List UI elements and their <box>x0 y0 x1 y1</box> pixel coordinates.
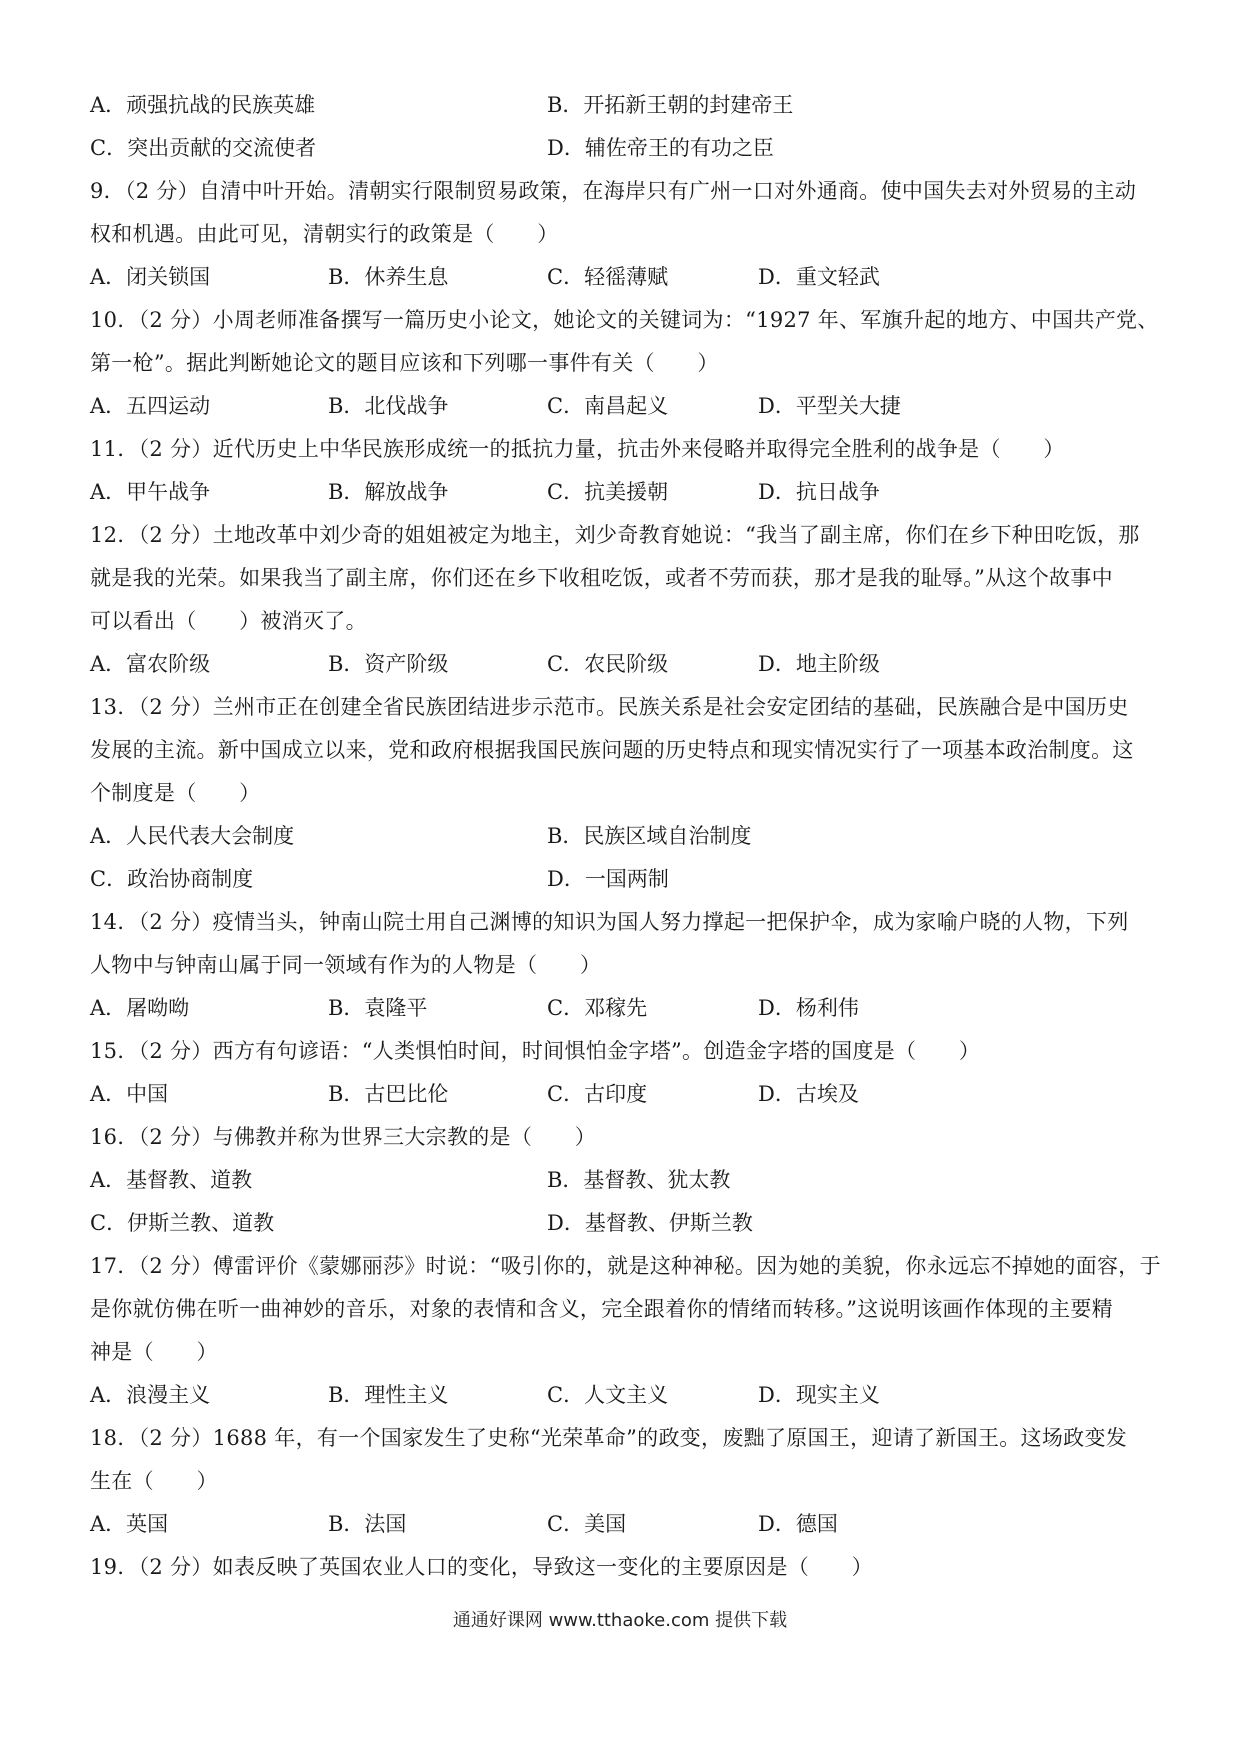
q16-text-line-1: 16．（2 分）与佛教并称为世界三大宗教的是（ ） <box>90 1125 597 1149</box>
q16-options-row-1 <box>90 1159 1160 1202</box>
q14-text-line-2: 人物中与钟南山属于同一领域有作为的人物是（ ） <box>90 953 602 977</box>
q9-option-b: B．休养生息 <box>328 265 449 289</box>
question-list <box>90 84 1160 1589</box>
page-footer: 通通好课网 www.tthaoke.com 提供下载 <box>452 1610 788 1631</box>
q8-options-row-2 <box>90 127 1160 170</box>
q18-text-line-1: 18．（2 分）1688 年，有一个国家发生了史称“光荣革命”的政变，废黜了原国王，迎请了新国王。这场政变发 <box>90 1426 1128 1450</box>
q12-option-b: B．资产阶级 <box>328 652 449 676</box>
q11-text-line-1: 11．（2 分）近代历史上中华民族形成统一的抵抗力量，抗击外来侵略并取得完全胜利的战争是（ ） <box>90 437 1065 461</box>
q12-options <box>90 643 1160 686</box>
q10-option-b: B．北伐战争 <box>328 394 449 418</box>
q18-option-a: A．英国 <box>90 1512 169 1536</box>
q17-option-c: C．人文主义 <box>547 1383 669 1407</box>
q15-option-c: C．古印度 <box>547 1082 648 1106</box>
q14-option-c: C．邓稼先 <box>547 996 648 1020</box>
q13-options-row-2 <box>90 858 1160 901</box>
q12-text-line-3: 可以看出（ ）被消灭了。 <box>90 609 367 633</box>
q16-options-row-2 <box>90 1202 1160 1245</box>
q14-option-d: D．杨利伟 <box>758 996 859 1020</box>
q12-option-d: D．地主阶级 <box>758 652 880 676</box>
q14-option-a: A．屠呦呦 <box>90 996 190 1020</box>
q13-text-line-2: 发展的主流。新中国成立以来，党和政府根据我国民族问题的历史特点和现实情况实行了一项基本政治制度。这 <box>90 738 1134 762</box>
q13-option-d: D．一国两制 <box>547 867 669 891</box>
q11-option-a: A．甲午战争 <box>90 480 211 504</box>
q15-option-b: B．古巴比伦 <box>328 1082 449 1106</box>
q13-option-a: A．人民代表大会制度 <box>90 824 295 848</box>
q9-option-a: A．闭关锁国 <box>90 265 211 289</box>
q17-option-d: D．现实主义 <box>758 1383 880 1407</box>
q18-option-d: D．德国 <box>758 1512 838 1536</box>
q15-option-a: A．中国 <box>90 1082 169 1106</box>
q10-option-c: C．南昌起义 <box>547 394 669 418</box>
q9-option-d: D．重文轻武 <box>758 265 880 289</box>
q14-option-b: B．袁隆平 <box>328 996 428 1020</box>
q8-option-c: C．突出贡献的交流使者 <box>90 136 317 160</box>
q9-option-c: C．轻徭薄赋 <box>547 265 669 289</box>
q10-options <box>90 385 1160 428</box>
q16-option-d: D．基督教、伊斯兰教 <box>547 1211 753 1235</box>
q11-option-d: D．抗日战争 <box>758 480 880 504</box>
q10-text-line-1: 10．（2 分）小周老师准备撰写一篇历史小论文，她论文的关键词为：“1927 年、军旗升起的地方、中国共产党、 <box>90 308 1159 332</box>
q16-option-b: B．基督教、犹太教 <box>547 1168 731 1192</box>
q18-text-line-2: 生在（ ） <box>90 1469 218 1493</box>
q15-option-d: D．古埃及 <box>758 1082 859 1106</box>
q14-options <box>90 987 1160 1030</box>
q19-text-line-1: 19．（2 分）如表反映了英国农业人口的变化，导致这一变化的主要原因是（ ） <box>90 1555 873 1579</box>
q9-options <box>90 256 1160 299</box>
q13-options-row-1 <box>90 815 1160 858</box>
q10-option-a: A．五四运动 <box>90 394 211 418</box>
q18-option-b: B．法国 <box>328 1512 407 1536</box>
q12-text-line-1: 12．（2 分）土地改革中刘少奇的姐姐被定为地主，刘少奇教育她说：“我当了副主席，你们在乡下种田吃饭，那 <box>90 523 1140 547</box>
q18-option-c: C．美国 <box>547 1512 627 1536</box>
q17-text-line-3: 神是（ ） <box>90 1340 218 1364</box>
q10-option-d: D．平型关大捷 <box>758 394 901 418</box>
q13-option-b: B．民族区域自治制度 <box>547 824 752 848</box>
q17-options <box>90 1374 1160 1417</box>
q13-text-line-1: 13．（2 分）兰州市正在创建全省民族团结进步示范市。民族关系是社会安定团结的基础，民族融合是中国历史 <box>90 695 1129 719</box>
q17-option-a: A．浪漫主义 <box>90 1383 211 1407</box>
q13-option-c: C．政治协商制度 <box>90 867 254 891</box>
q16-option-a: A．基督教、道教 <box>90 1168 253 1192</box>
q9-text-line-2: 权和机遇。由此可见，清朝实行的政策是（ ） <box>90 222 559 246</box>
q14-text-line-1: 14．（2 分）疫情当头，钟南山院士用自己渊博的知识为国人努力撑起一把保护伞，成为家喻户晓的人物，下列 <box>90 910 1129 934</box>
q17-option-b: B．理性主义 <box>328 1383 449 1407</box>
q17-text-line-2: 是你就仿佛在听一曲神妙的音乐，对象的表情和含义，完全跟着你的情绪而转移。”这说明该画作体现的主要精 <box>90 1297 1113 1321</box>
q12-option-a: A．富农阶级 <box>90 652 211 676</box>
q9-text-line-1: 9．（2 分）自清中叶开始。清朝实行限制贸易政策，在海岸只有广州一口对外通商。使中国失去对外贸易的主动 <box>90 179 1137 203</box>
q12-text-line-2: 就是我的光荣。如果我当了副主席，你们还在乡下收租吃饭，或者不劳而获，那才是我的耻辱。”从这个故事中 <box>90 566 1113 590</box>
q8-option-a: A．顽强抗战的民族英雄 <box>90 93 316 117</box>
q8-option-b: B．开拓新王朝的封建帝王 <box>547 93 794 117</box>
q11-option-b: B．解放战争 <box>328 480 449 504</box>
q12-option-c: C．农民阶级 <box>547 652 669 676</box>
q11-option-c: C．抗美援朝 <box>547 480 669 504</box>
q18-options <box>90 1503 1160 1546</box>
q16-option-c: C．伊斯兰教、道教 <box>90 1211 275 1235</box>
q15-options <box>90 1073 1160 1116</box>
q11-options <box>90 471 1160 514</box>
q10-text-line-2: 第一枪”。据此判断她论文的题目应该和下列哪一事件有关（ ） <box>90 351 719 375</box>
q13-text-line-3: 个制度是（ ） <box>90 781 261 805</box>
q15-text-line-1: 15．（2 分）西方有句谚语：“人类惧怕时间，时间惧怕金字塔”。创造金字塔的国度是（ ） <box>90 1039 981 1063</box>
q8-option-d: D．辅佐帝王的有功之臣 <box>547 136 774 160</box>
q8-options-row-1 <box>90 84 1160 127</box>
q17-text-line-1: 17．（2 分）傅雷评价《蒙娜丽莎》时说：“吸引你的，就是这种神秘。因为她的美貌，你永远忘不掉她的面容，于 <box>90 1254 1161 1278</box>
